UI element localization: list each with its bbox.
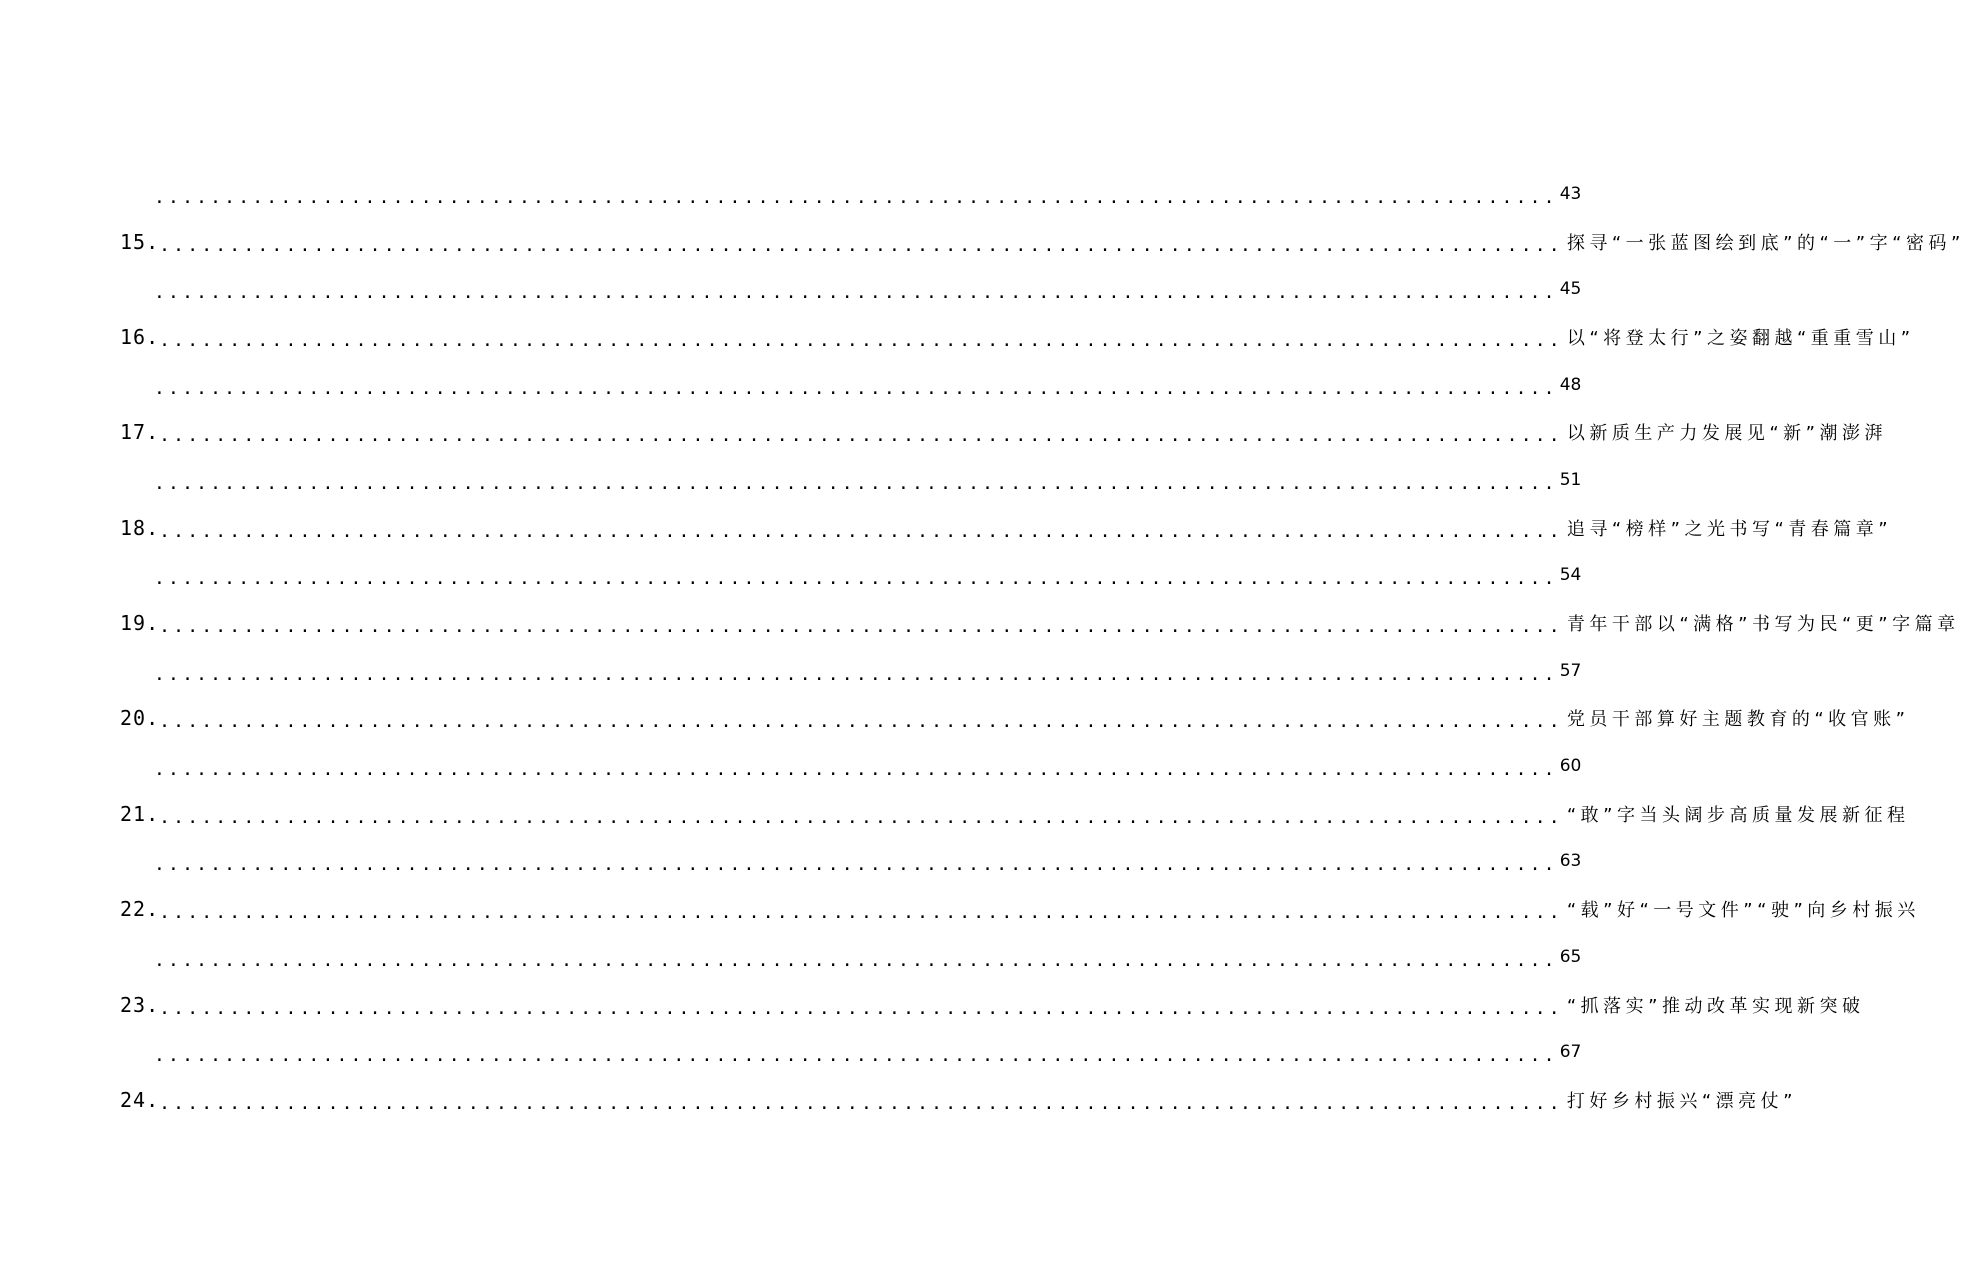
toc-entry-title: 以新质生产力发展见“新”潮澎湃 — [1566, 423, 1887, 445]
toc-page-number: 43 — [1559, 183, 1582, 204]
toc-page-line — [120, 265, 1582, 313]
dot-leader: .................................................................................................... — [159, 234, 1563, 256]
dot-leader: .................................................................................................... — [159, 329, 1563, 351]
toc-entry-title: 打好乡村振兴“漂亮仗” — [1566, 1090, 1797, 1112]
dot-leader: .................................................................................................... — [154, 568, 1558, 590]
toc-entry-number: 19. — [120, 611, 160, 636]
toc-entry-number: 18. — [120, 515, 160, 540]
toc-entry — [120, 981, 1865, 1029]
toc-entry-title: “载”好“一号文件”“驶”向乡村振兴 — [1566, 900, 1920, 922]
toc-entry-number: 21. — [120, 801, 160, 826]
toc-page-line — [120, 456, 1582, 504]
dot-leader: .................................................................................................... — [154, 186, 1558, 208]
dot-leader: .................................................................................................... — [159, 806, 1563, 828]
toc-entry-number: 22. — [120, 897, 160, 922]
toc-entry — [120, 695, 1910, 743]
dot-leader: .................................................................................................... — [154, 377, 1558, 399]
toc-entry-title: “敢”字当头阔步高质量发展新征程 — [1566, 804, 1910, 826]
dot-leader: .................................................................................................... — [159, 711, 1563, 733]
table-of-contents — [120, 170, 1965, 1124]
toc-page-line — [120, 838, 1582, 886]
toc-page-line — [120, 742, 1582, 790]
toc-page-number: 65 — [1559, 946, 1582, 967]
dot-leader: .................................................................................................... — [154, 663, 1558, 685]
dot-leader: .................................................................................................... — [159, 425, 1563, 447]
toc-entry-number: 24. — [120, 1087, 160, 1112]
dot-leader: .................................................................................................... — [154, 282, 1558, 304]
toc-entry — [120, 1076, 1797, 1124]
dot-leader: .................................................................................................... — [159, 520, 1563, 542]
toc-page-number: 60 — [1559, 756, 1582, 777]
toc-page-number: 45 — [1559, 279, 1582, 300]
toc-entry — [120, 313, 1915, 361]
toc-page-line — [120, 1028, 1582, 1076]
toc-entry — [120, 218, 1965, 266]
toc-entry — [120, 599, 1960, 647]
toc-entry-title: 追寻“榜样”之光书写“青春篇章” — [1566, 518, 1893, 540]
dot-leader: .................................................................................................... — [159, 902, 1563, 924]
dot-leader: .................................................................................................... — [159, 1092, 1563, 1114]
dot-leader: .................................................................................................... — [154, 1045, 1558, 1067]
dot-leader: .................................................................................................... — [159, 616, 1563, 638]
toc-entry — [120, 885, 1920, 933]
toc-page-number: 57 — [1559, 660, 1582, 681]
toc-page-number: 54 — [1559, 565, 1582, 586]
toc-page-number: 67 — [1559, 1042, 1582, 1063]
toc-page-line — [120, 933, 1582, 981]
toc-entry — [120, 790, 1910, 838]
toc-entry-title: “抓落实”推动改革实现新突破 — [1566, 995, 1865, 1017]
toc-entry — [120, 408, 1887, 456]
toc-page-line — [120, 647, 1582, 695]
toc-entry-number: 17. — [120, 420, 160, 445]
toc-entry-number: 20. — [120, 706, 160, 731]
toc-page-line — [120, 552, 1582, 600]
toc-entry-number: 15. — [120, 229, 160, 254]
toc-entry-title: 青年干部以“满格”书写为民“更”字篇章 — [1566, 614, 1960, 636]
dot-leader: .................................................................................................... — [154, 759, 1558, 781]
toc-page-number: 51 — [1559, 469, 1582, 490]
dot-leader: .................................................................................................... — [154, 472, 1558, 494]
toc-entry-number: 23. — [120, 992, 160, 1017]
toc-entry-title: 以“将登太行”之姿翻越“重重雪山” — [1566, 327, 1915, 349]
toc-entry-number: 16. — [120, 324, 160, 349]
toc-entry-title: 党员干部算好主题教育的“收官账” — [1566, 709, 1910, 731]
toc-page-line — [120, 170, 1582, 218]
dot-leader: .................................................................................................... — [159, 997, 1563, 1019]
toc-page-number: 48 — [1559, 374, 1582, 395]
toc-page-line — [120, 361, 1582, 409]
toc-entry-title: 探寻“一张蓝图绘到底”的“一”字“密码” — [1566, 232, 1965, 254]
toc-entry — [120, 504, 1893, 552]
dot-leader: .................................................................................................... — [154, 854, 1558, 876]
dot-leader: .................................................................................................... — [154, 949, 1558, 971]
toc-page-number: 63 — [1559, 851, 1582, 872]
